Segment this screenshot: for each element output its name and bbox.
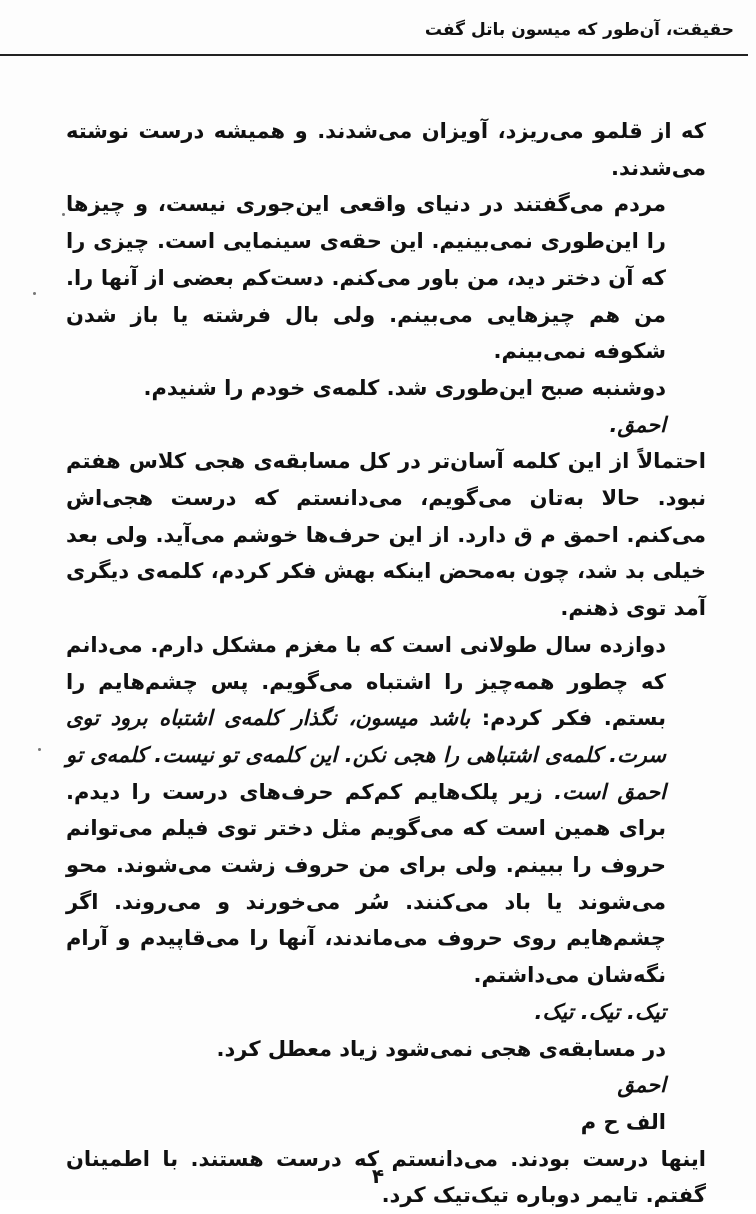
header-rule <box>0 54 748 56</box>
paper-speck <box>38 748 41 751</box>
paragraph-5: احتمالاً از این کلمه آسان‌تر در کل مسابقه‌ی هجی کلاس هفتم نبود. حالا به‌تان می‌گویم، می‌دانستم که درست هجی‌اش می‌کنم. احمق م ق دارد. از این حرف‌ها خوشم می‌آید. ولی بعد خیلی بد شد، چون به‌محض اینکه بهش فکر کردم، کلمه‌ی دیگری آمد توی ذهنم. <box>66 449 706 621</box>
running-head: حقیقت، آن‌طور که میسون باتل گفت <box>424 20 734 40</box>
paper-speck <box>62 213 65 216</box>
paragraph-6-part-3: زیر پلک‌هایم کم‌کم حرف‌های درست را دیدم. برای همین است که می‌گویم مثل دختر توی فیلم می‌توانم حروف را ببینم. ولی برای من حروف زشت می‌شوند. محو می‌شوند یا باد می‌کنند. سُر می‌خورند و می‌روند. اگر چشم‌هایم روی حروف می‌ماندند، آنها را می‌قاپیدم و آرام نگه‌شان می‌داشتم. <box>66 779 666 988</box>
paragraph-7: تیک. تیک. تیک. <box>534 999 666 1024</box>
page-number: ۴ <box>371 1164 385 1188</box>
paper-speck <box>33 292 36 295</box>
paragraph-9: احمق <box>617 1073 666 1098</box>
paragraph-6 <box>66 627 706 994</box>
paragraph-8: در مسابقه‌ی هجی نمی‌شود زیاد معطل کرد. <box>216 1036 666 1061</box>
paragraph-2: مردم می‌گفتند در دنیای واقعی این‌جوری نیست، و چیزها را این‌طوری نمی‌بینیم. این حقه‌ی سینمایی است. چیزی را که آن دختر دید، من باور می‌کنم. دست‌کم بعضی از آنها را. من هم چیزهایی می‌بینم. ولی بال فرشته یا باز شدن شکوفه نمی‌بینم. <box>66 192 666 364</box>
paragraph-11: اینها درست بودند. می‌دانستم که درست هستند. با اطمینان گفتم. تایمر دوباره تیک‌تیک کرد. <box>66 1146 706 1208</box>
paragraph-6-part-2-italic: باشد میسون، نگذار کلمه‌ی اشتباه برود توی سرت. کلمه‌ی اشتباهی را هجی نکن. این کلمه‌ی تو نیست. کلمه‌ی تو احمق است. <box>66 706 666 804</box>
paragraph-3: دوشنبه صبح این‌طوری شد. کلمه‌ی خودم را شنیدم. <box>143 375 666 400</box>
paragraph-10: الف ح م <box>580 1109 666 1134</box>
paragraph-4: احمق. <box>609 412 666 437</box>
body-text <box>66 113 706 1214</box>
paragraph-1: که از قلمو می‌ریزد، آویزان می‌شدند. و همیشه درست نوشته می‌شدند. <box>66 119 706 180</box>
paragraph-6-part-1: دوازده سال طولانی است که با مغزم مشکل دارم. می‌دانم که چطور همه‌چیز را اشتباه می‌گویم. پس چشم‌هایم را بستم. فکر کردم: <box>66 632 667 731</box>
